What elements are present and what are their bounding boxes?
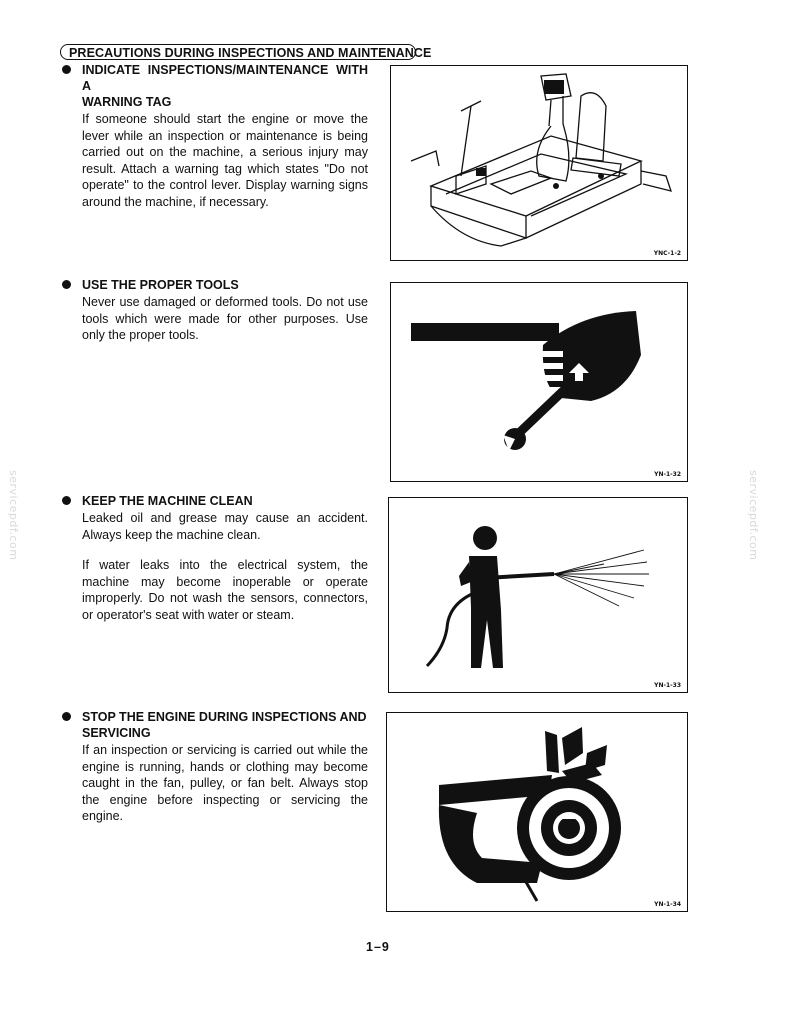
figure-code: YNC-1-2: [653, 250, 681, 257]
figure-code: YN-1-32: [654, 471, 681, 478]
paragraph: If someone should start the engine or move the lever while an inspection or maintenance is being carried out on the machine, a serious injury may result. Attach a warning tag which states "Do not operate" to the control lever. Display warning signs around the machine, if necessary.: [82, 112, 368, 209]
figure-warning-tag: [390, 65, 688, 261]
heading-line-2: SERVICING: [82, 726, 151, 740]
figure-proper-tools: [390, 282, 688, 482]
heading-line-1: STOP THE ENGINE DURING INSPECTIONS AND: [82, 710, 367, 724]
heading-line-1: KEEP THE MACHINE CLEAN: [82, 494, 253, 508]
watermark-right: servicepdf.com: [747, 470, 760, 561]
section-heading: [62, 62, 368, 110]
section-heading: [62, 493, 368, 509]
fan-belt-pulley-hazard-icon: [387, 713, 687, 911]
figure-code: YN-1-33: [654, 682, 681, 689]
section-heading: [62, 709, 368, 741]
page-number: 1–9: [366, 940, 390, 954]
person-pressure-washing-icon: [389, 498, 687, 692]
bullet-icon: [62, 280, 71, 289]
section-title: PRECAUTIONS DURING INSPECTIONS AND MAINTENANCE: [60, 44, 416, 60]
figure-stop-engine: [386, 712, 688, 912]
paragraph: If an inspection or servicing is carried out while the engine is running, hands or clothing may become caught in the fan, pulley, or fan belt. Always stop the engine before inspecting or servicing the engine.: [82, 743, 368, 824]
heading-line-1: INDICATE INSPECTIONS/MAINTENANCE WITH A: [82, 63, 368, 93]
hand-with-wrench-icon: [391, 283, 687, 481]
paragraph: Leaked oil and grease may cause an accident. Always keep the machine clean.: [82, 511, 368, 542]
heading-line-2: WARNING TAG: [82, 95, 172, 109]
section-heading: [62, 277, 368, 293]
bullet-icon: [62, 712, 71, 721]
watermark-left: servicepdf.com: [7, 470, 20, 561]
operator-seat-control-lever-icon: [391, 66, 687, 260]
section-warning-tag: [62, 62, 368, 211]
section-keep-clean: [62, 493, 368, 624]
section-proper-tools: [62, 277, 368, 344]
section-stop-engine: [62, 709, 368, 825]
paragraph: Never use damaged or deformed tools. Do not use tools which were made for other purposes. Use only the proper tools.: [82, 295, 368, 343]
paragraph: If water leaks into the electrical system, the machine may become inoperable or operate improperly. Do not wash the sensors, connectors, or operator's seat with water or steam.: [82, 558, 368, 622]
bullet-icon: [62, 496, 71, 505]
figure-keep-clean: [388, 497, 688, 693]
figure-code: YN-1-34: [654, 901, 681, 908]
bullet-icon: [62, 65, 71, 74]
heading-line-1: USE THE PROPER TOOLS: [82, 278, 239, 292]
